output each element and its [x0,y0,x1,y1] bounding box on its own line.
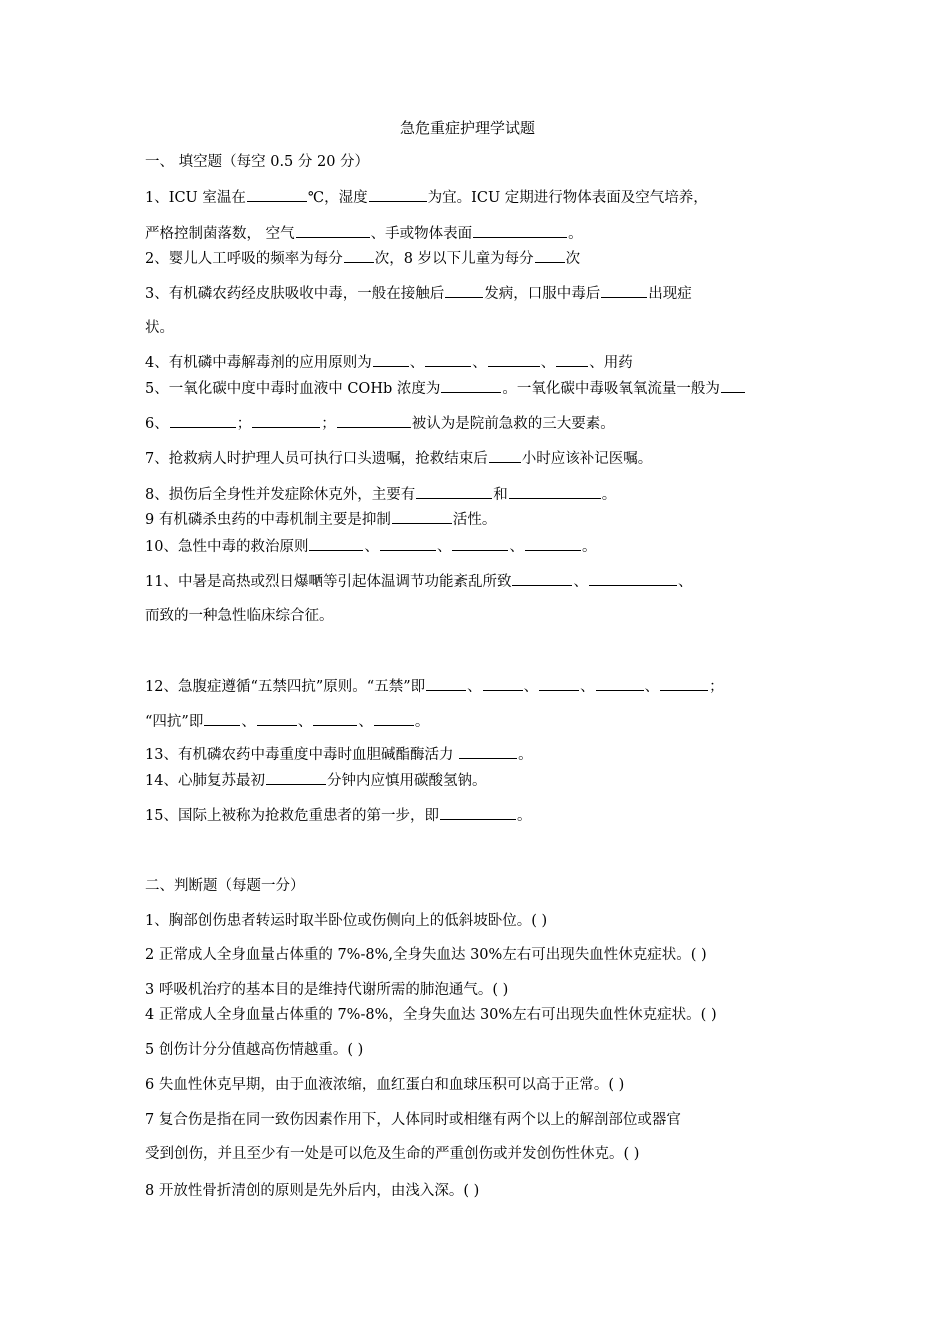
answer-blank[interactable] [452,538,508,551]
answer-blank[interactable] [483,678,523,691]
line-text: 、 [523,679,539,695]
line-text: “四抗”即 [145,714,204,730]
answer-blank[interactable] [539,678,579,691]
section-heading [145,876,305,896]
answer-blank[interactable] [344,250,374,263]
line-text: 3、有机磷农药经皮肤吸收中毒，一般在接触后 [145,286,445,302]
line-text: 状。 [145,320,174,336]
question-line [145,677,724,697]
line-text: 7 复合伤是指在同一致伤因素作用下，人体同时或相继有两个以上的解剖部位或器官 [145,1112,681,1128]
line-text: 。 [601,487,617,503]
answer-blank[interactable] [473,225,567,238]
answer-blank[interactable] [660,678,708,691]
line-text: 2、婴儿人工呼吸的频率为每分 [145,251,343,267]
question-line [145,449,652,469]
answer-blank[interactable] [601,285,647,298]
line-text: 、 [358,714,373,730]
answer-blank[interactable] [535,250,565,263]
answer-blank[interactable] [373,354,409,367]
line-text: ； [709,679,724,695]
question-line [145,945,707,965]
question-line [145,771,486,791]
question-line [145,1110,681,1130]
line-text: 。 [568,226,583,242]
question-line [145,1005,717,1025]
answer-blank[interactable] [596,678,644,691]
line-text: 活性。 [452,512,497,528]
line-text: 、 [540,355,556,371]
answer-blank[interactable] [266,772,326,785]
answer-blank[interactable] [392,511,452,524]
answer-blank[interactable] [459,746,517,759]
line-text: 出现症 [648,286,692,302]
line-text: ； [321,416,336,432]
line-text: 、用药 [589,355,633,371]
line-text: 10、急性中毒的救治原则 [145,539,309,555]
line-text: 1、胸部创伤患者转运时取半卧位或伤侧向上的低斜坡卧位。( ) [145,913,548,929]
question-line [145,414,615,434]
line-text: ； [236,416,252,432]
answer-blank[interactable] [252,415,320,428]
line-text: 小时应该补记医嘱。 [521,451,653,467]
question-line [145,510,496,530]
answer-blank[interactable] [416,486,492,499]
line-text: 9 有机磷杀虫药的中毒机制主要是抑制 [145,512,391,528]
question-line [145,572,692,592]
answer-blank[interactable] [170,415,236,428]
answer-blank[interactable] [512,573,572,586]
question-line [145,284,692,304]
line-text: 受到创伤，并且至少有一处是可以危及生命的严重创伤或并发创伤性休克。( ) [145,1146,640,1162]
line-text: 。 [414,714,430,730]
question-line [145,606,334,626]
answer-blank[interactable] [369,189,427,202]
line-text: 、 [409,355,425,371]
line-text: 、 [644,679,660,695]
line-text: 6、 [145,416,169,432]
line-text: 14、心肺复苏最初 [145,773,265,789]
answer-blank[interactable] [441,380,501,393]
line-text: 。 [581,539,597,555]
line-text: 6 失血性休克早期，由于血液浓缩，血红蛋白和血球压积可以高于正常。( ) [145,1077,625,1093]
answer-blank[interactable] [426,678,466,691]
answer-blank[interactable] [556,354,588,367]
line-text: 次 [565,251,581,267]
line-text: 3 呼吸机治疗的基本目的是维持代谢所需的肺泡通气。( ) [145,982,509,998]
line-text: 发病，口服中毒后 [484,286,601,302]
line-text: 、手或物体表面 [370,226,473,242]
line-text: 1、ICU 室温在 [145,190,246,206]
line-text: 而致的一种急性临床综合征。 [145,608,334,624]
question-line [145,249,580,269]
line-text: 二、判断题（每题一分） [145,878,305,894]
line-text: 4 正常成人全身血量占体重的 7%-8%，全身失血达 30%左右可出现失血性休克症状。( ) [145,1007,717,1023]
line-text: 12、急腹症遵循“五禁四抗”原则。“五禁”即 [145,679,426,695]
answer-blank[interactable] [296,225,370,238]
line-text: 。 [516,808,532,824]
answer-blank[interactable] [488,354,540,367]
line-text: 、 [509,539,524,555]
line-text: 。 [518,747,533,763]
line-text: 一、 填空题（每空 0.5 分 20 分） [145,154,370,170]
question-line [145,537,596,557]
line-text: 5 创伤计分分值越高伤情越重。( ) [145,1042,364,1058]
page-title [400,118,535,138]
line-text: 、 [580,679,595,695]
answer-blank[interactable] [525,538,581,551]
line-text: 7、抢救病人时护理人员可执行口头遗嘱，抢救结束后 [145,451,488,467]
line-text: 、 [677,574,693,590]
line-text: 、 [467,679,482,695]
line-text: 次，8 岁以下儿童为每分 [374,251,534,267]
question-line [145,188,708,208]
question-line [145,353,633,373]
answer-blank[interactable] [445,285,483,298]
line-text: 8 开放性骨折清创的原则是先外后内，由浅入深。( ) [145,1183,480,1199]
question-line [145,980,508,1000]
line-text: ℃，湿度 [307,190,368,206]
section-heading [145,152,369,172]
question-line [145,1181,479,1201]
answer-blank[interactable] [425,354,471,367]
answer-blank[interactable] [509,486,601,499]
question-line [145,1040,363,1060]
line-text: 、 [364,539,379,555]
question-line [145,806,531,826]
answer-blank[interactable] [489,450,521,463]
line-text: 5、一氧化碳中度中毒时血液中 COHb 浓度为 [145,381,441,397]
answer-blank[interactable] [374,713,414,726]
line-text: 和 [493,487,508,503]
line-text: 严格控制菌落数， 空气 [145,226,295,242]
line-text: 、 [241,714,256,730]
line-text: 。一氧化碳中毒吸氧氧流量一般为 [502,381,720,397]
question-line [145,379,746,399]
line-text: 11、中暑是高热或烈日爆嗮等引起体温调节功能紊乱所致 [145,574,512,590]
line-text: 分钟内应慎用碳酸氢钠。 [326,773,487,789]
line-text: 为宜。ICU 定期进行物体表面及空气培养， [427,190,708,206]
line-text: 、 [297,714,313,730]
line-text: 被认为是院前急救的三大要素。 [411,416,615,432]
line-text: 4、有机磷中毒解毒剂的应用原则为 [145,355,372,371]
line-text: 15、国际上被称为抢救危重患者的第一步，即 [145,808,439,824]
line-text: 、 [573,574,588,590]
line-text: 8、损伤后全身性并发症除休克外，主要有 [145,487,416,503]
answer-blank[interactable] [204,713,240,726]
answer-blank[interactable] [247,189,307,202]
line-text: 、 [472,355,487,371]
question-line [145,318,174,338]
question-line [145,745,533,765]
question-line [145,224,583,244]
answer-blank[interactable] [721,380,745,393]
line-text: 急危重症护理学试题 [400,119,536,137]
line-text: 13、有机磷农药中毒重度中毒时血胆碱酯酶活力 [145,747,459,763]
line-text: 2 正常成人全身血量占体重的 7%-8%,全身失血达 30%左右可出现失血性休克症状。( ) [145,947,707,963]
question-line [145,1075,624,1095]
answer-blank[interactable] [380,538,436,551]
line-text: 、 [436,539,452,555]
question-line [145,911,547,931]
answer-blank[interactable] [337,415,411,428]
answer-blank[interactable] [309,538,363,551]
question-line [145,485,616,505]
question-line [145,712,429,732]
question-line [145,1144,639,1164]
answer-blank[interactable] [440,807,516,820]
answer-blank[interactable] [313,713,357,726]
answer-blank[interactable] [589,573,677,586]
answer-blank[interactable] [257,713,297,726]
